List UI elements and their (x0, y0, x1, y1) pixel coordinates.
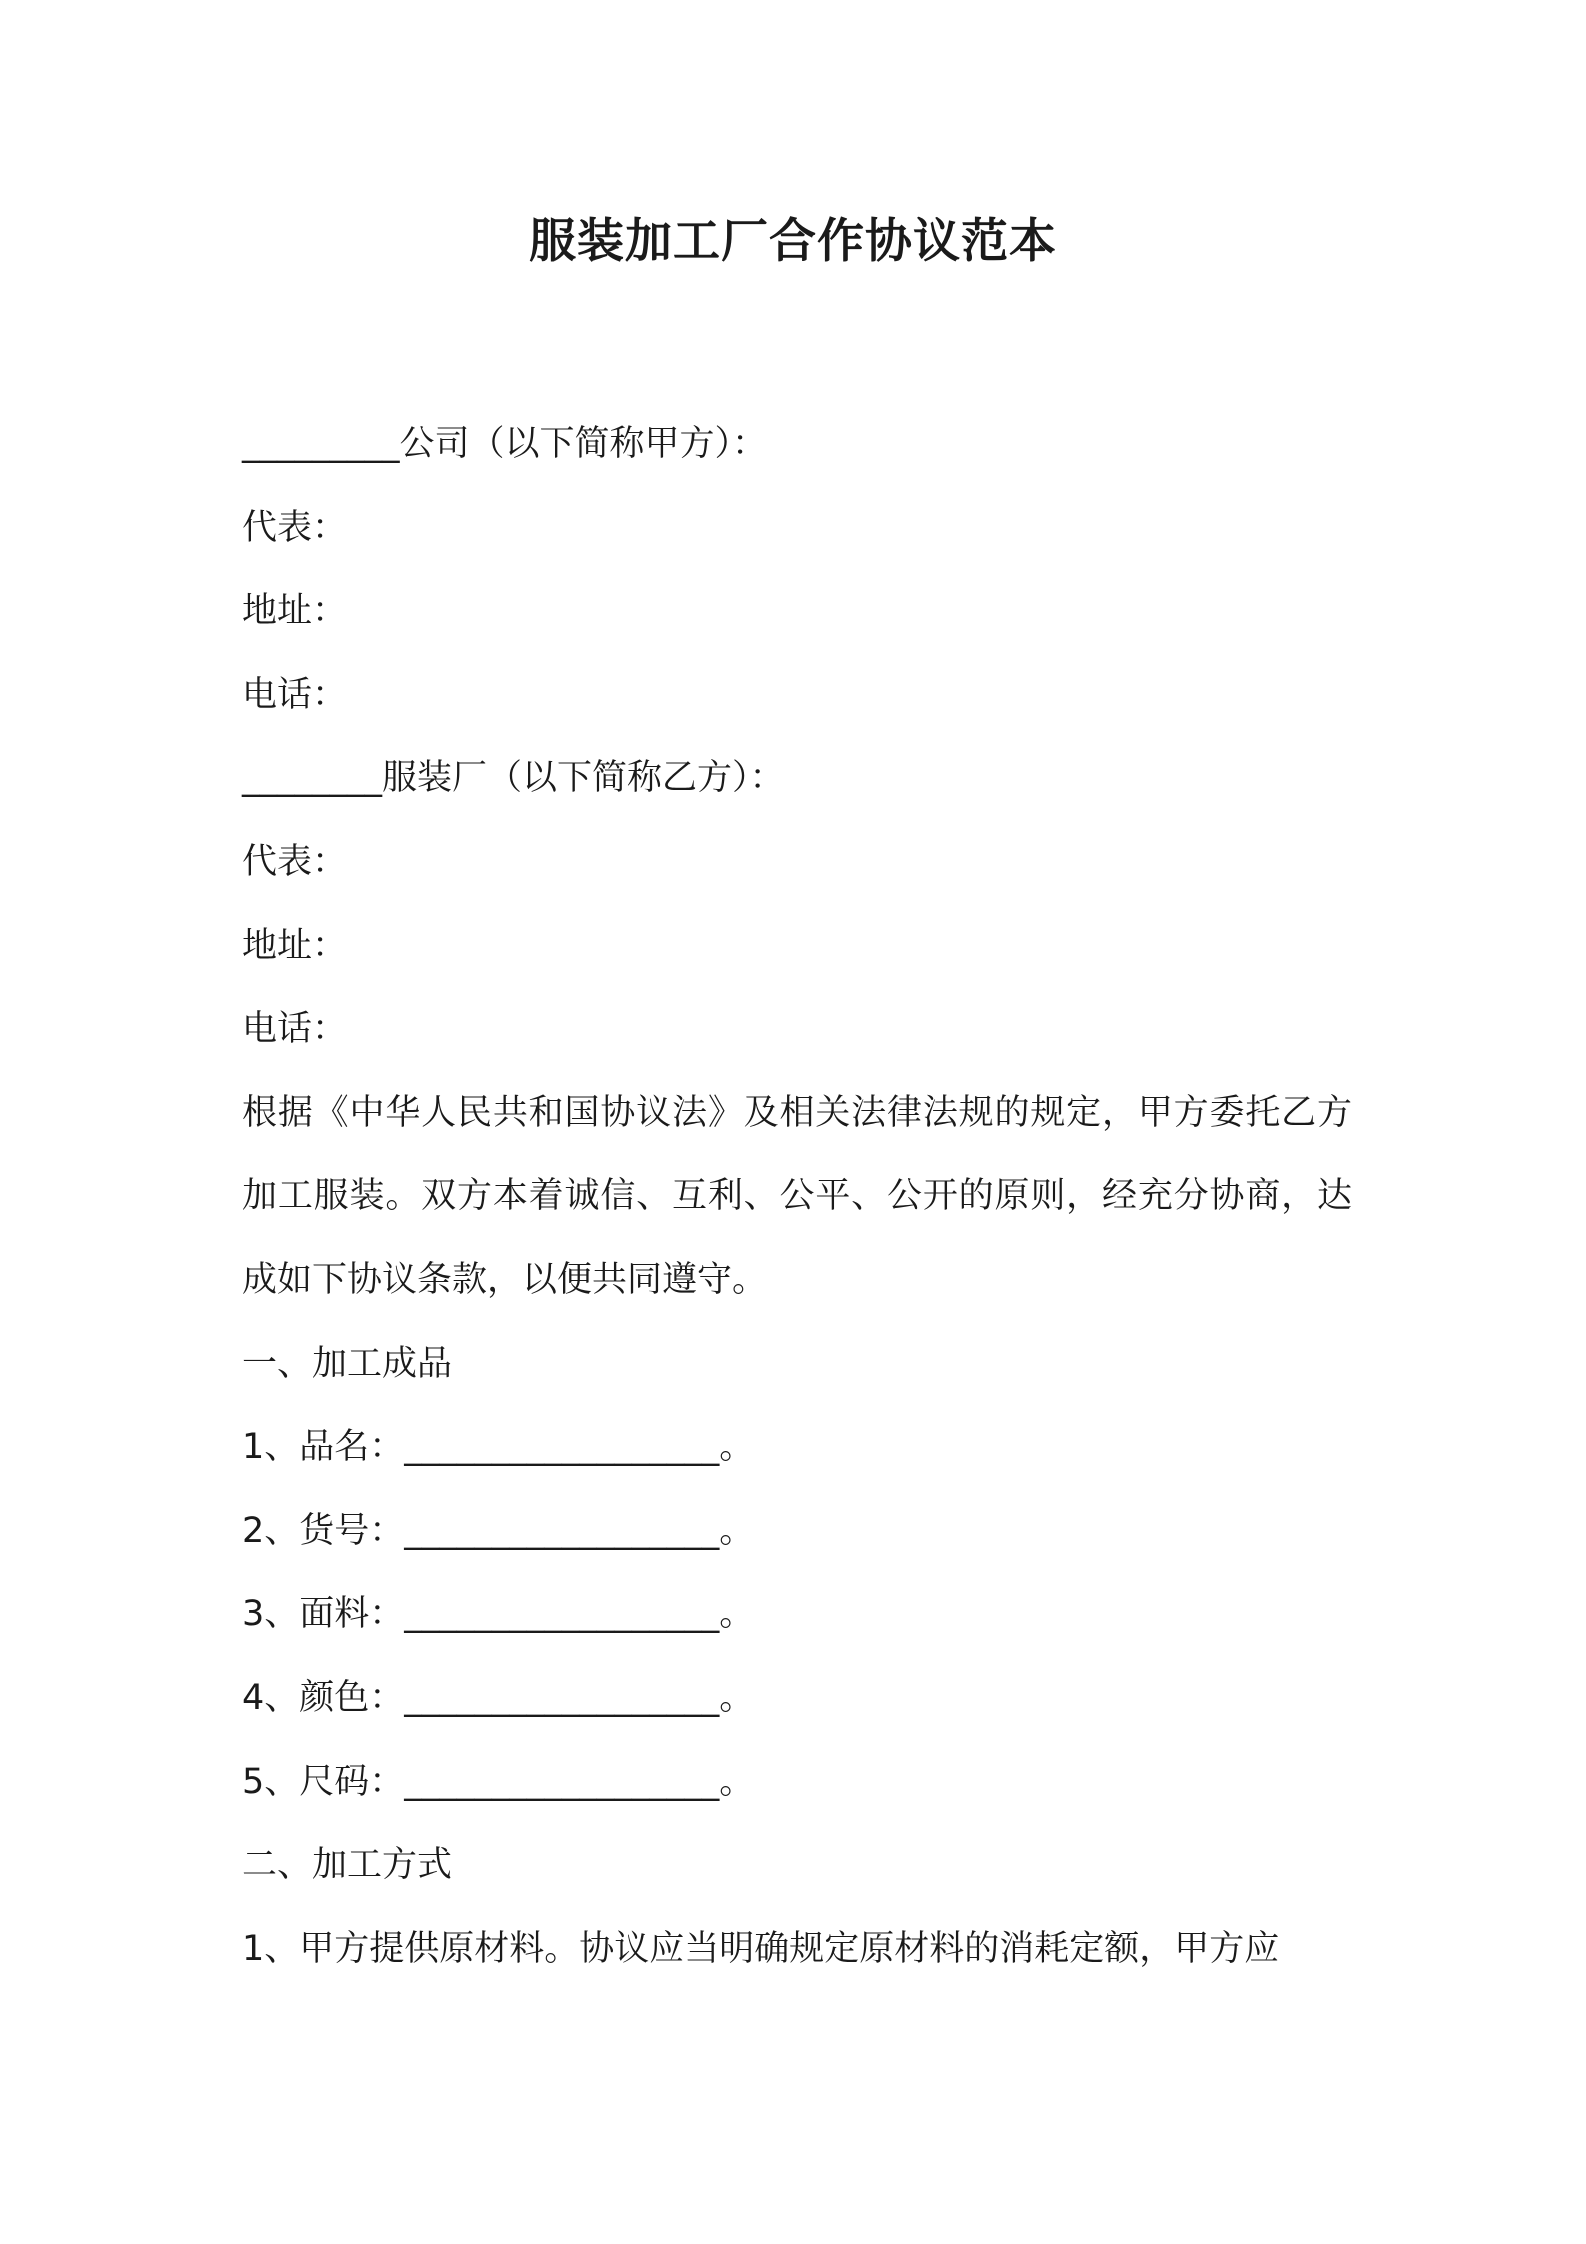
party-a-phone: 电话： (242, 674, 348, 715)
party-a-header: _________公司（以下简称甲方）： (242, 424, 768, 464)
section-1-item-color: 4、颜色：__________________。 (242, 1677, 755, 1718)
section-1-heading: 一、加工成品 (242, 1343, 453, 1384)
party-a-representative: 代表： (242, 507, 348, 548)
party-b-header: ________服装厂（以下简称乙方）： (242, 758, 785, 799)
document-body (242, 403, 1362, 1991)
section-1-item-name: 1、品名：__________________。 (242, 1427, 755, 1468)
party-a-address: 地址： (242, 591, 348, 632)
document-title: 服装加工厂合作协议范本 (529, 214, 1057, 269)
section-2-item-1: 1、甲方提供原材料。协议应当明确规定原材料的消耗定额，甲方应 (242, 1928, 1280, 1969)
section-1-item-size: 5、尺码：__________________。 (242, 1761, 755, 1802)
section-1-item-fabric: 3、面料：__________________。 (242, 1594, 755, 1635)
party-b-address: 地址： (242, 925, 348, 966)
section-2-heading: 二、加工方式 (242, 1845, 453, 1886)
party-b-phone: 电话： (242, 1009, 348, 1050)
section-1-item-number: 2、货号：__________________。 (242, 1510, 755, 1551)
party-b-representative: 代表： (242, 841, 348, 882)
preamble-paragraph: 根据《中华人民共和国协议法》及相关法律法规的规定，甲方委托乙方加工服装。双方本着诚信、互利、公平、公开的原则，经充分协商，达成如下协议条款，以便共同遵守。 (242, 1092, 1352, 1300)
